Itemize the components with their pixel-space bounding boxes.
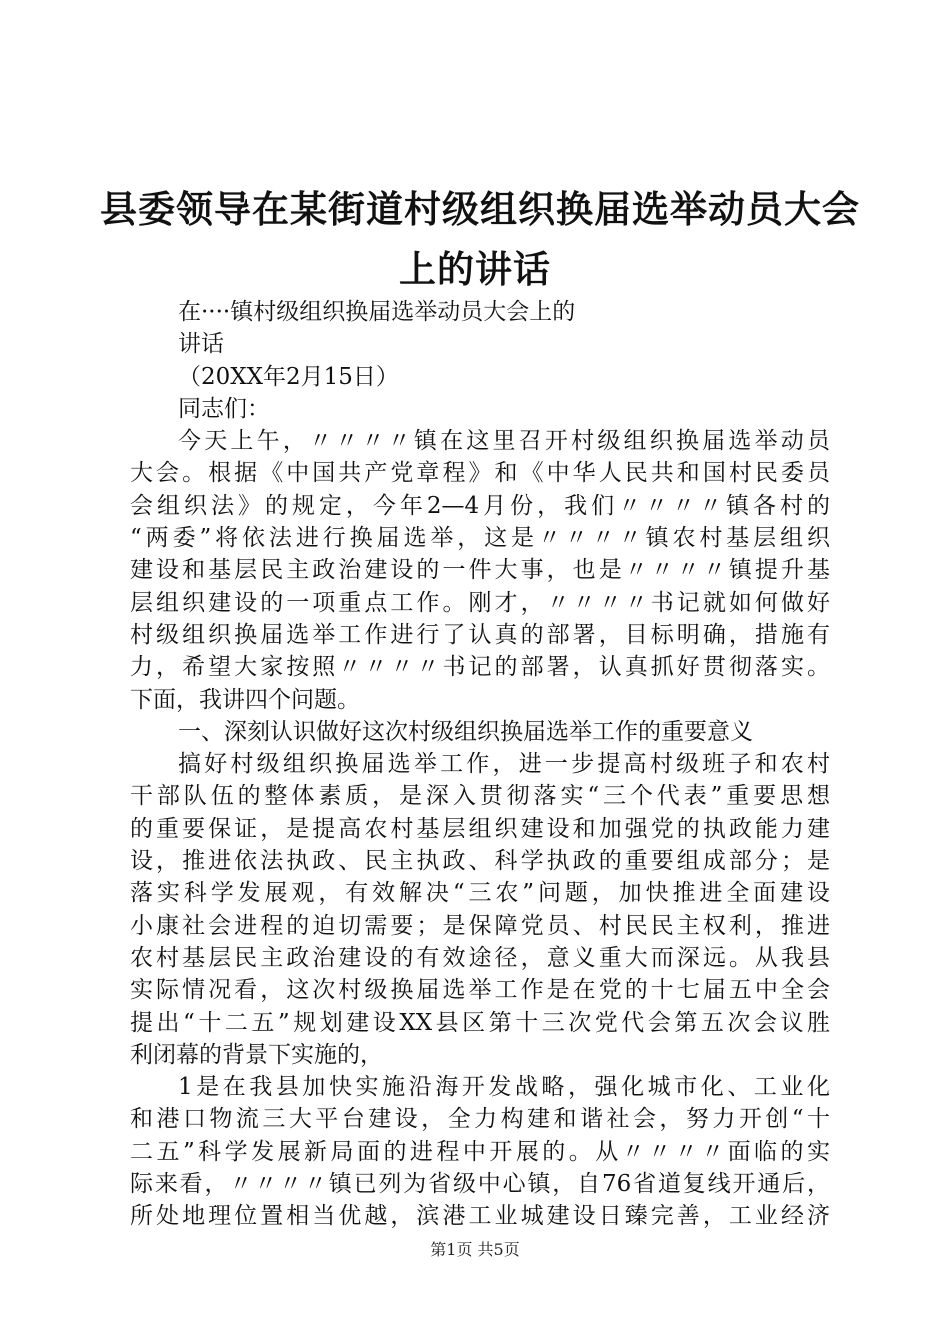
body-line: 的重要保证，是提高农村基层组织建设和加强党的执政能力建 [130, 815, 830, 842]
body-line: 搞好村级组织换届选举工作，进一步提高村级班子和农村 [178, 751, 830, 778]
body-line: 建设和基层民主政治建设的一件大事，也是〃〃〃〃镇提升基 [130, 557, 830, 584]
document-body [130, 296, 830, 1233]
body-line: “两委”将依法进行换届选举，这是〃〃〃〃镇农村基层组织 [130, 525, 830, 552]
body-line: （20XX年2月15日） [178, 363, 399, 390]
body-line: 小康社会进程的迫切需要；是保障党员、村民民主权利，推进 [130, 912, 830, 939]
page-number: 第1页 共5页 [430, 1240, 520, 1259]
body-line: 1是在我县加快实施沿海开发战略，强化城市化、工业化 [178, 1074, 830, 1101]
body-line: 设，推进依法执政、民主执政、科学执政的重要组成部分；是 [130, 848, 830, 875]
body-line: 所处地理位置相当优越，滨港工业城建设日臻完善，工业经济 [130, 1203, 830, 1230]
body-line: 讲话 [178, 331, 224, 358]
body-line: 际来看，〃〃〃〃镇已列为省级中心镇，自76省道复线开通后， [130, 1171, 830, 1198]
body-line: 下面，我讲四个问题。 [130, 686, 360, 713]
body-line: 农村基层民主政治建设的有效途径，意义重大而深远。从我县 [130, 944, 830, 971]
section-heading: 一、深刻认识做好这次村级组织换届选举工作的重要意义 [178, 718, 753, 745]
document-title-line-1: 县委领导在某街道村级组织换届选举动员大会 [100, 188, 860, 231]
body-line: 提出“十二五”规划建设XX县区第十三次党代会第五次会议胜 [130, 1009, 830, 1036]
body-line: 会组织法》的规定，今年2—4月份，我们〃〃〃〃镇各村的 [130, 492, 830, 519]
body-line: 今天上午，〃〃〃〃镇在这里召开村级组织换届选举动员 [178, 428, 830, 455]
body-line: 同志们： [178, 395, 270, 422]
body-line: 二五”科学发展新局面的进程中开展的。从〃〃〃〃面临的实 [130, 1138, 830, 1165]
body-line: 利闭幕的背景下实施的， [130, 1041, 383, 1068]
body-line: 层组织建设的一项重点工作。刚才，〃〃〃〃书记就如何做好 [130, 589, 830, 616]
body-line: 在····镇村级组织换届选举动员大会上的 [178, 299, 576, 325]
document-title-line-2: 上的讲话 [399, 248, 551, 291]
body-line: 村级组织换届选举工作进行了认真的部署，目标明确，措施有 [130, 621, 830, 648]
body-line: 落实科学发展观，有效解决“三农”问题，加快推进全面建设 [130, 880, 830, 907]
body-line: 力，希望大家按照〃〃〃〃书记的部署，认真抓好贯彻落实。 [130, 654, 830, 681]
body-line: 和港口物流三大平台建设，全力构建和谐社会，努力开创“十 [130, 1106, 830, 1133]
body-line: 大会。根据《中国共产党章程》和《中华人民共和国村民委员 [130, 460, 830, 487]
body-line: 实际情况看，这次村级换届选举工作是在党的十七届五中全会 [130, 977, 830, 1004]
body-line: 干部队伍的整体素质，是深入贯彻落实“三个代表”重要思想 [130, 783, 830, 810]
